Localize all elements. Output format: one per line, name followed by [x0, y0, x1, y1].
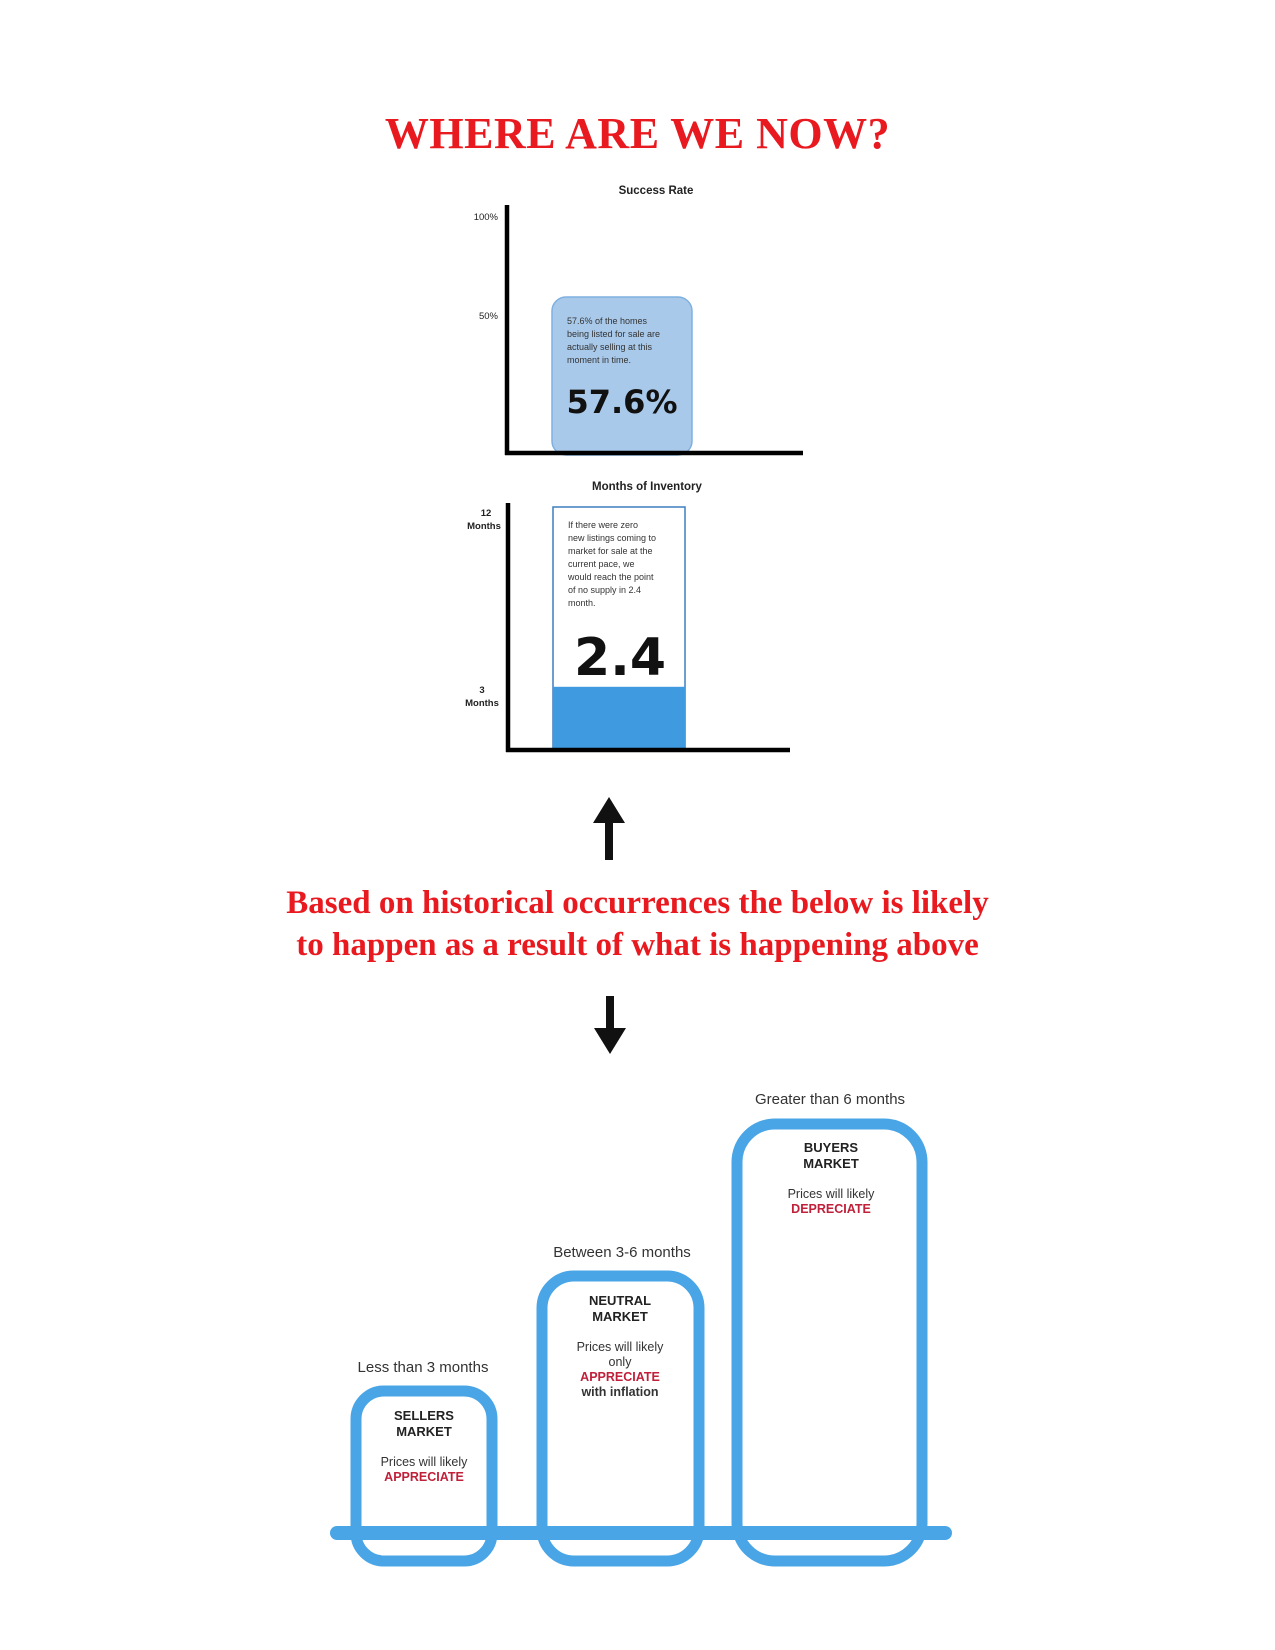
neutral-market-name-line2: MARKET [592, 1309, 648, 1324]
sellers-market-name-line1: SELLERS [394, 1408, 454, 1423]
note-line: moment in time. [567, 355, 632, 365]
months-inventory-bar [553, 687, 685, 750]
buyers-market-text: Prices will likely [787, 1187, 875, 1201]
page-title: WHERE ARE WE NOW? [384, 109, 891, 158]
note-line: current pace, we [568, 559, 635, 569]
months-inventory-value-label: 2.4 [573, 628, 667, 688]
success-rate-tick-100: 100% [473, 212, 498, 223]
success-rate-title: Success Rate [618, 185, 694, 197]
middle-text-line1: Based on historical occurrences the below is likely [286, 885, 989, 921]
middle-explanation [0, 882, 1275, 966]
months-inventory-tick-12-value: 12 [480, 508, 492, 519]
note-line: month. [568, 598, 596, 608]
success-rate-value-label: 57.6% [566, 383, 678, 421]
neutral-market-emphasis: APPRECIATE [580, 1370, 660, 1384]
note-line: 57.6% of the homes [567, 316, 648, 326]
market-baseline [330, 1526, 952, 1540]
sellers-market-text: Prices will likely [380, 1455, 468, 1469]
buyers-market-tier [737, 1091, 922, 1561]
buyers-market-name-line2: MARKET [803, 1156, 859, 1171]
neutral-market-name-line1: NEUTRAL [588, 1293, 652, 1308]
down-arrow-icon [594, 996, 626, 1054]
note-line: being listed for sale are [567, 329, 661, 339]
note-line: new listings coming to [568, 533, 657, 543]
market-tiers-chart [330, 1091, 952, 1561]
buyers-market-name-line1: BUYERS [803, 1140, 859, 1155]
success-rate-chart [474, 185, 803, 455]
months-inventory-tick-3-value: 3 [479, 685, 485, 696]
up-arrow-icon [593, 797, 625, 860]
sellers-market-emphasis: APPRECIATE [384, 1470, 464, 1484]
neutral-market-range-label: Between 3-6 months [553, 1244, 691, 1261]
months-inventory-title: Months of Inventory [592, 481, 702, 493]
neutral-market-tier [542, 1244, 699, 1561]
middle-text-line2: to happen as a result of what is happening above [296, 927, 979, 963]
neutral-market-text-line1: Prices will likely [576, 1340, 664, 1354]
success-rate-tick-50: 50% [478, 311, 498, 322]
sellers-market-name-line2: MARKET [396, 1424, 452, 1439]
neutral-market-after: with inflation [581, 1385, 659, 1399]
buyers-market-range-label: Greater than 6 months [754, 1091, 906, 1108]
note-line: actually selling at this [567, 342, 653, 352]
note-line: would reach the point [568, 572, 654, 582]
months-inventory-tick-3-unit: Months [465, 698, 499, 709]
months-inventory-chart [465, 481, 790, 752]
sellers-market-range-label: Less than 3 months [357, 1359, 489, 1376]
note-line: of no supply in 2.4 [568, 585, 642, 595]
note-line: If there were zero [568, 520, 639, 530]
months-inventory-tick-12-unit: Months [467, 521, 501, 532]
buyers-market-emphasis: DEPRECIATE [791, 1202, 871, 1216]
neutral-market-text-line2: only [608, 1355, 632, 1369]
note-line: market for sale at the [568, 546, 653, 556]
